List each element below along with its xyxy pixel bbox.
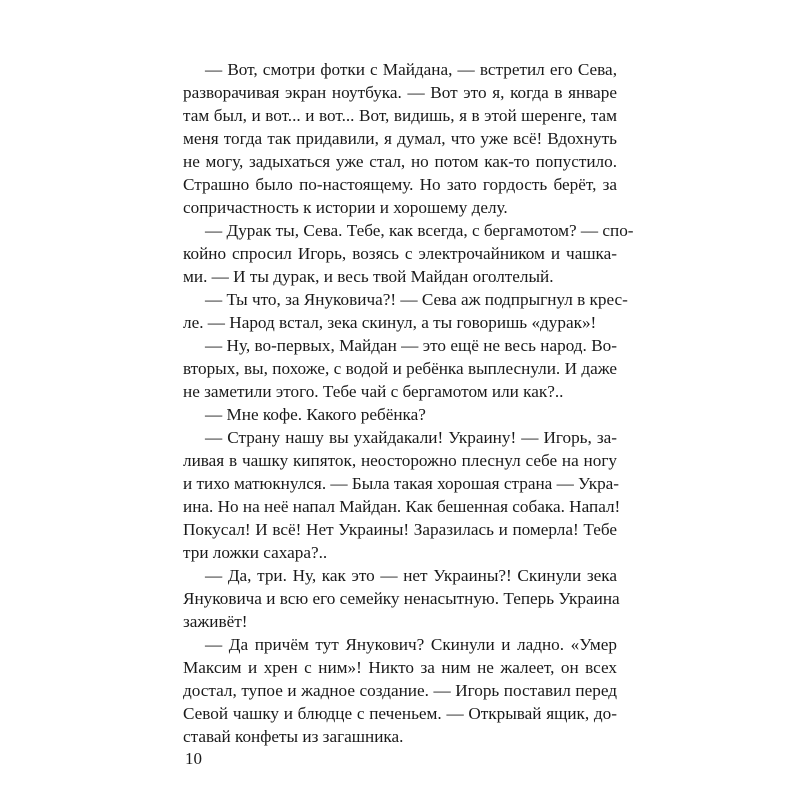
text-line: ми. — И ты дурак, и весь твой Майдан оголтелый. xyxy=(183,267,554,287)
text-line: ина. Но на неё напал Майдан. Как бешенная собака. Напал! xyxy=(183,497,621,517)
text-line: — Страну нашу вы ухайдакали! Украину! — Игорь, за- xyxy=(205,428,617,448)
text-line: — Вот, смотри фотки с Майдана, — встретил его Сева, xyxy=(205,60,617,79)
text-line: не могу, задыхаться уже стал, но потом как-то попустило. xyxy=(183,152,617,172)
paragraph xyxy=(183,334,617,403)
text-line: достал, тупое и жадное создание. — Игорь поставил перед xyxy=(183,681,617,701)
text-line: — Да, три. Ну, как это — нет Украины?! Скинули зека xyxy=(205,566,617,586)
text-line: койно спросил Игорь, возясь с электрочайником и чашка- xyxy=(183,244,617,264)
text-line: ливая в чашку кипяток, неосторожно плеснул себе на ногу xyxy=(183,451,617,471)
text-line: — Ты что, за Януковича?! — Сева аж подпрыгнул в крес- xyxy=(205,290,628,310)
text-line: — Ну, во-первых, Майдан — это ещё не весь народ. Во- xyxy=(205,336,617,356)
page-number: 10 xyxy=(185,749,202,768)
text-line: Покусал! И всё! Нет Украины! Заразилась и померла! Тебе xyxy=(183,520,617,540)
text-line: сопричастность к истории и хорошему делу. xyxy=(183,198,508,218)
paragraph xyxy=(183,403,617,426)
text-line: ставай конфеты из загашника. xyxy=(183,727,404,747)
text-line: Страшно было по-настоящему. Но зато гордость берёт, за xyxy=(183,175,617,195)
text-line: три ложки сахара?.. xyxy=(183,543,328,563)
text-line: там был, и вот... и вот... Вот, видишь, я в этой шеренге, там xyxy=(183,106,617,126)
text-line: — Мне кофе. Какого ребёнка? xyxy=(205,405,426,425)
text-line: меня тогда так придавили, я думал, что уже всё! Вдохнуть xyxy=(183,129,617,149)
paragraph xyxy=(183,288,628,334)
text-line: вторых, вы, похоже, с водой и ребёнка выплеснули. И даже xyxy=(183,359,617,379)
text-line: разворачивая экран ноутбука. — Вот это я, когда в январе xyxy=(183,83,617,103)
paragraph xyxy=(183,219,634,288)
text-line: ле. — Народ встал, зека скинул, а ты говоришь «дурак»! xyxy=(183,313,597,333)
text-line: Януковича и всю его семейку ненасытную. Теперь Украина xyxy=(183,589,620,609)
text-line: Максим и хрен с ним»! Никто за ним не жалеет, он всех xyxy=(183,658,617,678)
text-line: — Дурак ты, Сева. Тебе, как всегда, с бергамотом? — спо- xyxy=(205,221,634,241)
text-line: — Да причём тут Янукович? Скинули и ладно. «Умер xyxy=(205,635,617,655)
text-line: не заметили этого. Тебе чай с бергамотом или как?.. xyxy=(183,382,564,402)
page-body-text xyxy=(183,58,634,748)
paragraph xyxy=(183,633,617,748)
paragraph xyxy=(183,58,617,219)
paragraph xyxy=(183,426,621,564)
text-line: Севой чашку и блюдце с печеньем. — Открывай ящик, до- xyxy=(183,704,617,724)
text-line: заживёт! xyxy=(183,612,248,632)
paragraph xyxy=(183,564,620,633)
text-line: и тихо матюкнулся. — Была такая хорошая страна — Укра- xyxy=(183,474,620,494)
